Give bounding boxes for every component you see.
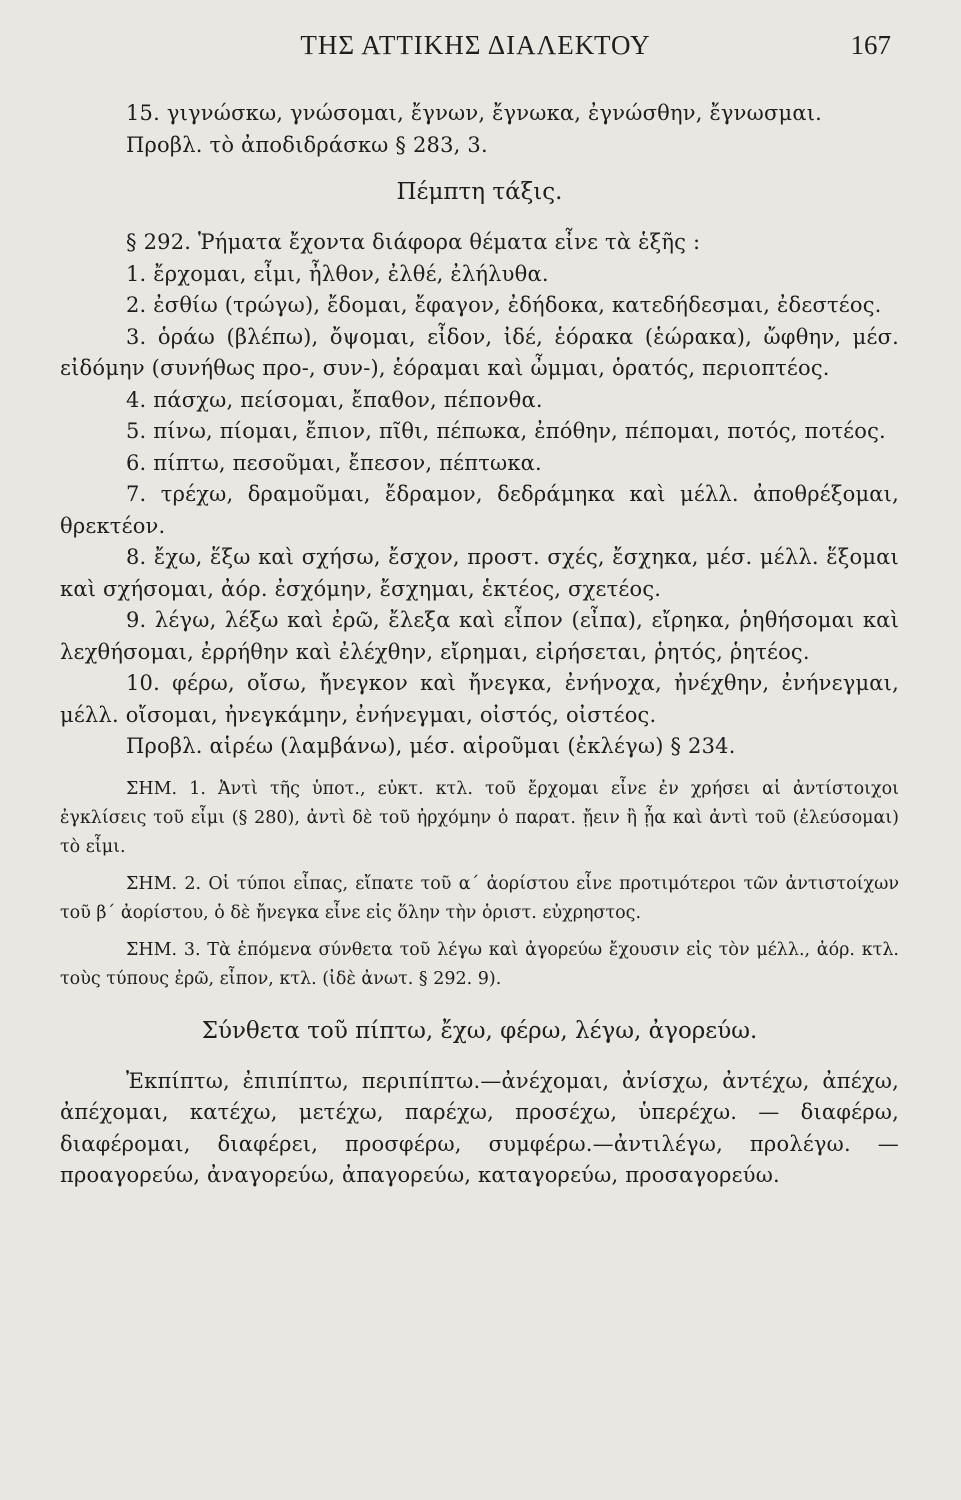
running-title: ΤΗΣ ΑΤΤΙΚΗΣ ΔΙΑΛΕΚΤΟΥ [300,30,651,60]
section-heading: Πέμπτη τάξις. [396,179,563,205]
verb-entry-2: 2. ἐσθίω (τρώγω), ἔδομαι, ἔφαγον, ἐδήδοκα, κατεδήδεσμαι, ἐδεστέος. [126,293,882,317]
paragraph-292: § 292. Ῥήματα ἔχοντα διάφορα θέματα εἶνε τὰ ἑξῆς : [126,230,701,254]
verb-entry-1: 1. ἔρχομαι, εἶμι, ἦλθον, ἐλθέ, ἐλήλυθα. [126,261,549,286]
running-header [60,30,891,70]
compounds-heading: Σύνθετα τοῦ πίπτω, ἔχω, φέρω, λέγω, ἀγορεύω. [201,1017,758,1044]
cross-reference: Προβλ. τὸ ἀποδιδράσκω § 283, 3. [126,132,488,157]
cross-reference-2: Προβλ. αἱρέω (λαμβάνω), μέσ. αἱροῦμαι (ἐκλέγω) § 234. [126,734,736,758]
page-number: 167 [850,30,891,60]
verb-entry-7: 7. τρέχω, δραμοῦμαι, ἔδραμον, δεδράμηκα καὶ μέλλ. ἀποθρέξομαι, θρεκτέον. [60,482,899,538]
verb-entry-6: 6. πίπτω, πεσοῦμαι, ἔπεσον, πέπτωκα. [126,450,542,475]
line-15: 15. γιγνώσκω, γνώσομαι, ἔγνων, ἔγνωκα, ἐγνώσθην, ἔγνωσμαι. [126,101,823,125]
verb-entry-3: 3. ὁράω (βλέπω), ὄψομαι, εἶδον, ἰδέ, ἑόρακα (ἑώρακα), ὤφθην, μέσ. εἰδόμην (συνήθως προ-, συν-), ἑόραμαι καὶ ὦμμαι, ὁρατός, περιοπτέος. [60,324,899,380]
note-3: ΣΗΜ. 3. Τὰ ἑπόμενα σύνθετα τοῦ λέγω καὶ ἀγορεύω ἔχουσιν εἰς τὸν μέλλ., ἀόρ. κτλ. τοὺς τύπους ἐρῶ, εἶπον, κτλ. (ἰδὲ ἀνωτ. § 292. 9). [60,939,899,989]
note-2: ΣΗΜ. 2. Οἱ τύποι εἶπας, εἴπατε τοῦ α΄ ἀορίστου εἶνε προτιμότεροι τῶν ἀντιστοίχων τοῦ β΄ ἀορίστου, ὁ δὲ ἤνεγκα εἶνε εἰς ὅλην τὴν ὁριστ. εὐχρηστος. [60,873,899,923]
compounds-paragraph: Ἐκπίπτω, ἐπιπίπτω, περιπίπτω.—ἀνέχομαι, ἀνίσχω, ἀντέχω, ἀπέχω, ἀπέχομαι, κατέχω, μετέχω, παρέχω, προσέχω, ὑπερέχω. — διαφέρω, διαφέρομαι, διαφέρει, προσφέρω, συμφέρω.—ἀντιλέγω, προλέγω. — προαγορεύω, ἀναγορεύω, ἀπαγορεύω, καταγορεύω, προσαγορεύω. [60,1068,899,1187]
note-1: ΣΗΜ. 1. Ἀντὶ τῆς ὑποτ., εὐκτ. κτλ. τοῦ ἔρχομαι εἶνε ἐν χρήσει αἱ ἀντίστοιχοι ἐγκλίσεις τοῦ εἶμι (§ 280), ἀντὶ δὲ τοῦ ἠρχόμην ὁ παρατ. ᾔειν ἢ ᾖα καὶ ἀντὶ τοῦ (ἐλεύσομαι) τὸ εἶμι. [60,778,899,857]
verb-entry-9: 9. λέγω, λέξω καὶ ἐρῶ, ἔλεξα καὶ εἶπον (εἶπα), εἴρηκα, ῥηθήσομαι καὶ λεχθήσομαι, ἐρρήθην καὶ ἐλέχθην, εἴρημαι, εἰρήσεται, ῥητός, ῥητέος. [60,608,899,664]
verb-entry-8: 8. ἔχω, ἕξω καὶ σχήσω, ἔσχον, προστ. σχές, ἔσχηκα, μέσ. μέλλ. ἕξομαι καὶ σχήσομαι, ἀόρ. ἐσχόμην, ἔσχημαι, ἑκτέος, σχετέος. [60,545,899,601]
verb-entry-5: 5. πίνω, πίομαι, ἔπιον, πῖθι, πέπωκα, ἐπόθην, πέπομαι, ποτός, ποτέος. [126,419,886,443]
page-body [60,98,899,1192]
verb-entry-4: 4. πάσχω, πείσομαι, ἔπαθον, πέπονθα. [126,387,543,412]
verb-entry-10: 10. φέρω, οἴσω, ἤνεγκον καὶ ἤνεγκα, ἐνήνοχα, ἠνέχθην, ἐνήνεγμαι, μέλλ. οἴσομαι, ἠνεγκάμην, ἐνήνεγμαι, οἰστός, οἰστέος. [60,671,899,727]
